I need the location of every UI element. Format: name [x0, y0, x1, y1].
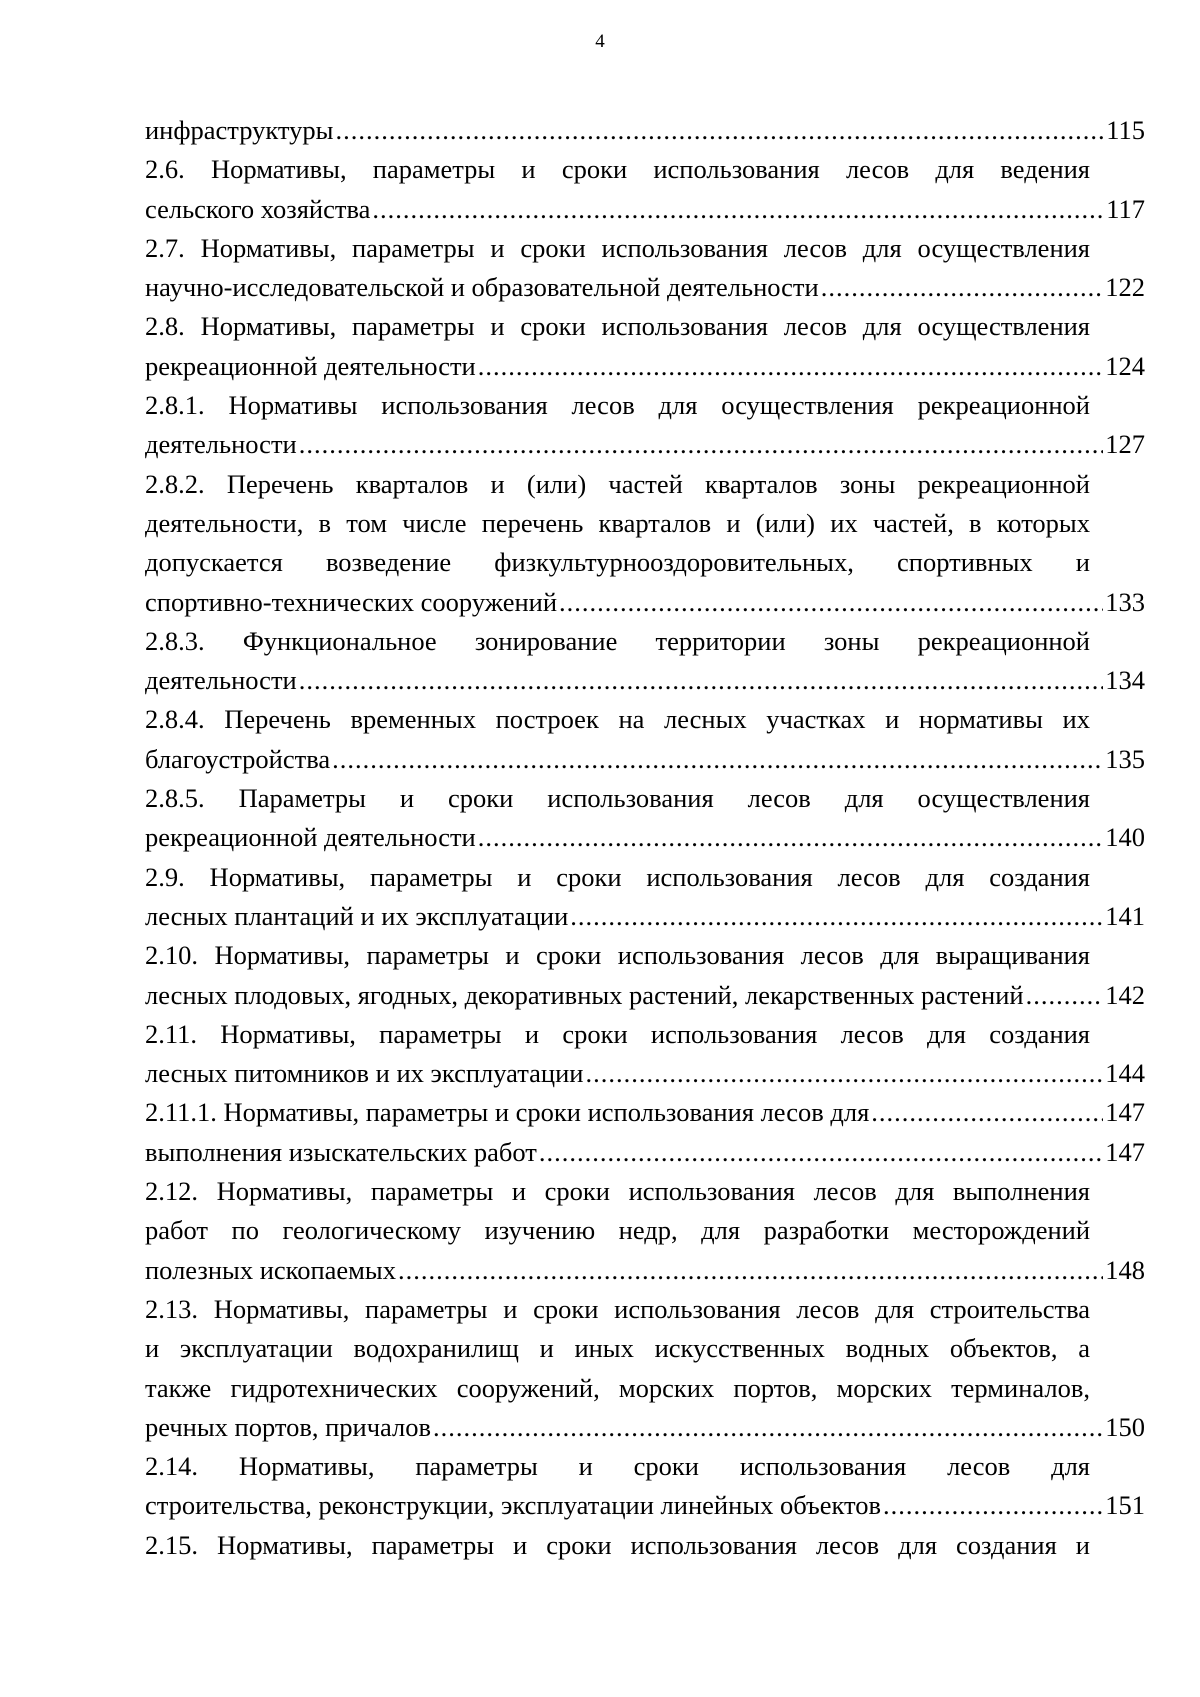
- toc-entry[interactable]: [145, 111, 1145, 150]
- toc-entry[interactable]: [145, 700, 1145, 779]
- dot-leader: [1026, 976, 1104, 1015]
- dot-leader: [570, 897, 1103, 936]
- toc-page-number: 141: [1105, 900, 1145, 931]
- toc-entry-line: 2.13. Нормативы, параметры и сроки использования лесов для строительства: [145, 1293, 1090, 1324]
- toc-entry-line: 2.14. Нормативы, параметры и сроки использования лесов для: [145, 1451, 1090, 1482]
- toc-entry[interactable]: [145, 1172, 1145, 1290]
- toc-entry-line: 2.8.3. Функциональное зонирование территории зоны рекреационной: [145, 625, 1090, 656]
- toc-trailing-line: 2.15. Нормативы, параметры и сроки использования лесов для создания и: [145, 1529, 1090, 1560]
- toc-page-number: 115: [1106, 115, 1145, 145]
- dot-leader: [398, 1251, 1103, 1290]
- toc-entry-line: 2.9. Нормативы, параметры и сроки использования лесов для создания: [145, 861, 1090, 892]
- toc-entry-last-line: [145, 583, 1145, 622]
- toc-entry-title: речных портов, причалов: [145, 1411, 432, 1442]
- toc-entry-title: научно-исследовательской и образовательной деятельности: [145, 272, 819, 303]
- toc-entry-title: полезных ископаемых: [145, 1254, 396, 1285]
- dot-leader: [332, 740, 1103, 779]
- toc-page-number: 133: [1105, 586, 1145, 617]
- toc-entry-title: лесных питомников и их эксплуатации: [145, 1058, 584, 1089]
- dot-leader: [433, 1408, 1103, 1447]
- toc-entry-line: и эксплуатации водохранилищ и иных искусственных водных объектов, а: [145, 1333, 1090, 1364]
- toc-entry-line: 2.12. Нормативы, параметры и сроки использования лесов для выполнения: [145, 1176, 1090, 1207]
- toc-page-number: 122: [1105, 272, 1145, 303]
- toc-page-number: 151: [1105, 1490, 1145, 1521]
- toc-page-number: 134: [1105, 665, 1145, 696]
- toc-entry-title: рекреационной деятельности: [145, 350, 476, 381]
- toc-entry-line: 2.8.1. Нормативы использования лесов для осуществления рекреационной: [145, 390, 1090, 421]
- table-of-contents: [145, 111, 1145, 1565]
- toc-page-number: 117: [1106, 193, 1145, 224]
- toc-page-number: 147: [1105, 1136, 1145, 1167]
- toc-entry[interactable]: [145, 1447, 1145, 1526]
- toc-entry-line: 2.11. Нормативы, параметры и сроки использования лесов для создания: [145, 1018, 1090, 1049]
- toc-page-number: 144: [1105, 1058, 1145, 1089]
- page-number: 4: [595, 31, 605, 52]
- toc-entry-last-line: [145, 897, 1145, 936]
- dot-leader: [585, 1054, 1103, 1093]
- toc-entry-title: инфраструктуры: [145, 115, 334, 145]
- toc-entry-title: спортивно-технических сооружений: [145, 586, 558, 617]
- toc-entry-title: сельского хозяйства: [145, 193, 371, 224]
- toc-entry-title: лесных плодовых, ягодных, декоративных растений, лекарственных растений: [145, 979, 1024, 1010]
- toc-entry-last-line: [145, 976, 1145, 1015]
- toc-entry[interactable]: [145, 622, 1145, 701]
- dot-leader: [821, 268, 1104, 307]
- toc-entry-title: строительства, реконструкции, эксплуатации линейных объектов: [145, 1490, 881, 1521]
- toc-entry-title: рекреационной деятельности: [145, 822, 476, 853]
- toc-entry-last-line: [145, 661, 1145, 700]
- toc-entry-line: деятельности, в том числе перечень кварталов и (или) их частей, в которых: [145, 507, 1090, 538]
- toc-entry[interactable]: [145, 1015, 1145, 1094]
- dot-leader: [299, 425, 1104, 464]
- toc-page-number: 127: [1105, 429, 1145, 460]
- toc-entry-last-line: [145, 347, 1145, 386]
- toc-page-number: 135: [1105, 743, 1145, 774]
- toc-entry-line: 2.6. Нормативы, параметры и сроки использования лесов для ведения: [145, 154, 1090, 185]
- toc-entry-line: 2.8.5. Параметры и сроки использования лесов для осуществления: [145, 783, 1090, 814]
- toc-page-number: 124: [1105, 350, 1145, 381]
- toc-entry[interactable]: [145, 779, 1145, 858]
- toc-entry-last-line: [145, 268, 1145, 307]
- toc-page-number: 147: [1105, 1097, 1145, 1128]
- toc-entry-line: 2.8.4. Перечень временных построек на лесных участках и нормативы их: [145, 704, 1090, 735]
- dot-leader: [539, 1133, 1103, 1172]
- dot-leader: [372, 190, 1104, 229]
- toc-entry-last-line: [145, 1408, 1145, 1447]
- toc-entry-title: благоустройства: [145, 743, 331, 774]
- toc-entry[interactable]: [145, 858, 1145, 937]
- toc-entry-last-line: [145, 190, 1145, 229]
- toc-entry-title: деятельности: [145, 429, 297, 460]
- toc-entry-title: лесных плантаций и их эксплуатации: [145, 900, 569, 931]
- dot-leader: [559, 583, 1103, 622]
- toc-entry-line: 2.8. Нормативы, параметры и сроки использования лесов для осуществления: [145, 311, 1090, 342]
- toc-entry[interactable]: [145, 936, 1145, 1015]
- toc-page-number: 140: [1105, 822, 1145, 853]
- dot-leader: [478, 347, 1104, 386]
- toc-entry-line: работ по геологическому изучению недр, для разработки месторождений: [145, 1215, 1090, 1246]
- dot-leader: [299, 661, 1104, 700]
- toc-page-number: 150: [1105, 1411, 1145, 1442]
- toc-page-number: 142: [1105, 979, 1145, 1010]
- toc-entry-line: допускается возведение физкультурнооздоровительных, спортивных и: [145, 547, 1090, 578]
- toc-entry-line: 2.8.2. Перечень кварталов и (или) частей кварталов зоны рекреационной: [145, 468, 1090, 499]
- toc-entry[interactable]: [145, 229, 1145, 308]
- toc-entry[interactable]: [145, 1290, 1145, 1447]
- toc-entry-last-line: [145, 1054, 1145, 1093]
- toc-entry[interactable]: [145, 307, 1145, 386]
- toc-page-number: 148: [1105, 1254, 1145, 1285]
- toc-entry-last-line: [145, 425, 1145, 464]
- toc-entry-last-line: [145, 818, 1145, 857]
- toc-entry-last-line: [145, 1133, 1145, 1172]
- toc-entry-line: 2.7. Нормативы, параметры и сроки использования лесов для осуществления: [145, 232, 1090, 263]
- dot-leader: [478, 818, 1104, 857]
- toc-entry-title: 2.11.1. Нормативы, параметры и сроки использования лесов для: [145, 1097, 870, 1128]
- dot-leader: [871, 1093, 1103, 1132]
- toc-entry[interactable]: [145, 150, 1145, 229]
- dot-leader: [883, 1486, 1103, 1525]
- dot-leader: [335, 111, 1104, 150]
- toc-entry-title: деятельности: [145, 665, 297, 696]
- toc-entry-last-line: [145, 111, 1145, 150]
- toc-entry-last-line: [145, 1251, 1145, 1290]
- toc-entry[interactable]: [145, 1133, 1145, 1172]
- toc-entry-last-line: [145, 1486, 1145, 1525]
- toc-entry-title: выполнения изыскательских работ: [145, 1136, 537, 1167]
- toc-entry[interactable]: [145, 386, 1145, 465]
- toc-entry-last-line: [145, 740, 1145, 779]
- toc-entry-line: также гидротехнических сооружений, морских портов, морских терминалов,: [145, 1372, 1090, 1403]
- toc-entry[interactable]: [145, 465, 1145, 622]
- toc-entry-line: 2.10. Нормативы, параметры и сроки использования лесов для выращивания: [145, 940, 1090, 971]
- toc-entry[interactable]: [145, 1093, 1145, 1132]
- toc-entry-last-line: [145, 1093, 1145, 1132]
